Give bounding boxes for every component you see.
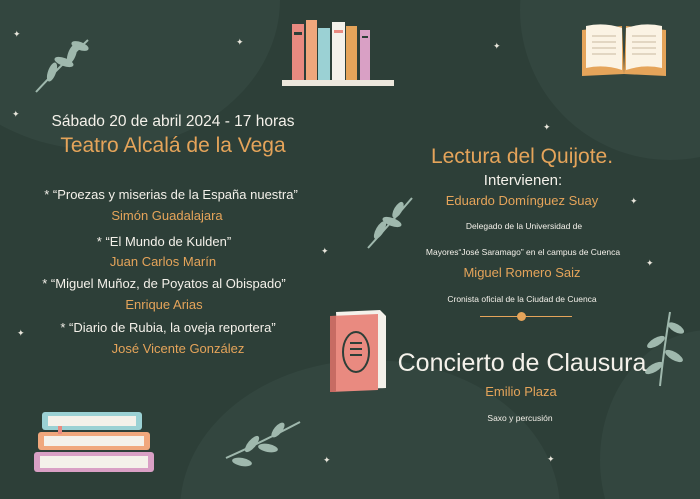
open-book-icon: [578, 20, 670, 80]
presentation-author: Enrique Arias: [125, 297, 203, 312]
leaf-branch-icon: [222, 418, 302, 474]
speaker-role: Delegado de la Universidad de: [465, 221, 583, 231]
presentation-title: * “Miguel Muñoz, de Poyatos al Obispado”: [42, 276, 286, 291]
sparkle-icon: ✦: [323, 455, 331, 465]
sparkle-icon: ✦: [630, 196, 638, 206]
presentation-title: * “El Mundo de Kulden”: [96, 234, 232, 249]
speaker-role: Cronista oficial de la Ciudad de Cuenca: [447, 294, 597, 304]
leaf-branch-icon: [30, 32, 94, 96]
leaf-branch-icon: [362, 192, 418, 252]
sparkle-icon: ✦: [493, 41, 501, 51]
sparkle-icon: ✦: [12, 109, 20, 119]
leaf-branch-icon: [640, 308, 686, 388]
sparkle-icon: ✦: [543, 122, 551, 132]
divider: [480, 316, 572, 317]
speaker-role: Mayores“José Saramago” en el campus de Cuenca: [425, 247, 621, 257]
presentation-title: * “Diario de Rubia, la oveja reportera”: [60, 320, 276, 335]
closed-book-icon: [326, 308, 392, 392]
stacked-books-icon: [34, 412, 158, 476]
speaker-name: Eduardo Domínguez Suay: [445, 193, 599, 208]
event-venue: Teatro Alcalá de la Vega: [60, 134, 286, 157]
sparkle-icon: ✦: [646, 258, 654, 268]
presentation-title: * “Proezas y miserias de la España nuestra”: [44, 187, 298, 202]
concert-instruments: Saxo y percusión: [487, 413, 553, 423]
presentation-author: Juan Carlos Marín: [109, 254, 217, 269]
divider-dot: [517, 312, 526, 321]
presentation-author: Simón Guadalajara: [111, 208, 223, 223]
presentation-author: José Vicente González: [111, 341, 245, 356]
sparkle-icon: ✦: [547, 454, 555, 464]
sparkle-icon: ✦: [13, 29, 21, 39]
concert-performer: Emilio Plaza: [485, 384, 557, 399]
sparkle-icon: ✦: [236, 37, 244, 47]
books-on-shelf-icon: [282, 18, 394, 88]
sparkle-icon: ✦: [321, 246, 329, 256]
sparkle-icon: ✦: [17, 328, 25, 338]
speaker-name: Miguel Romero Saiz: [463, 265, 581, 280]
reading-title: Lectura del Quijote.: [430, 145, 614, 168]
concert-title: Concierto de Clausura: [397, 349, 647, 377]
reading-intro: Intervienen:: [483, 172, 563, 189]
event-date-time: Sábado 20 de abril 2024 - 17 horas: [51, 113, 295, 130]
